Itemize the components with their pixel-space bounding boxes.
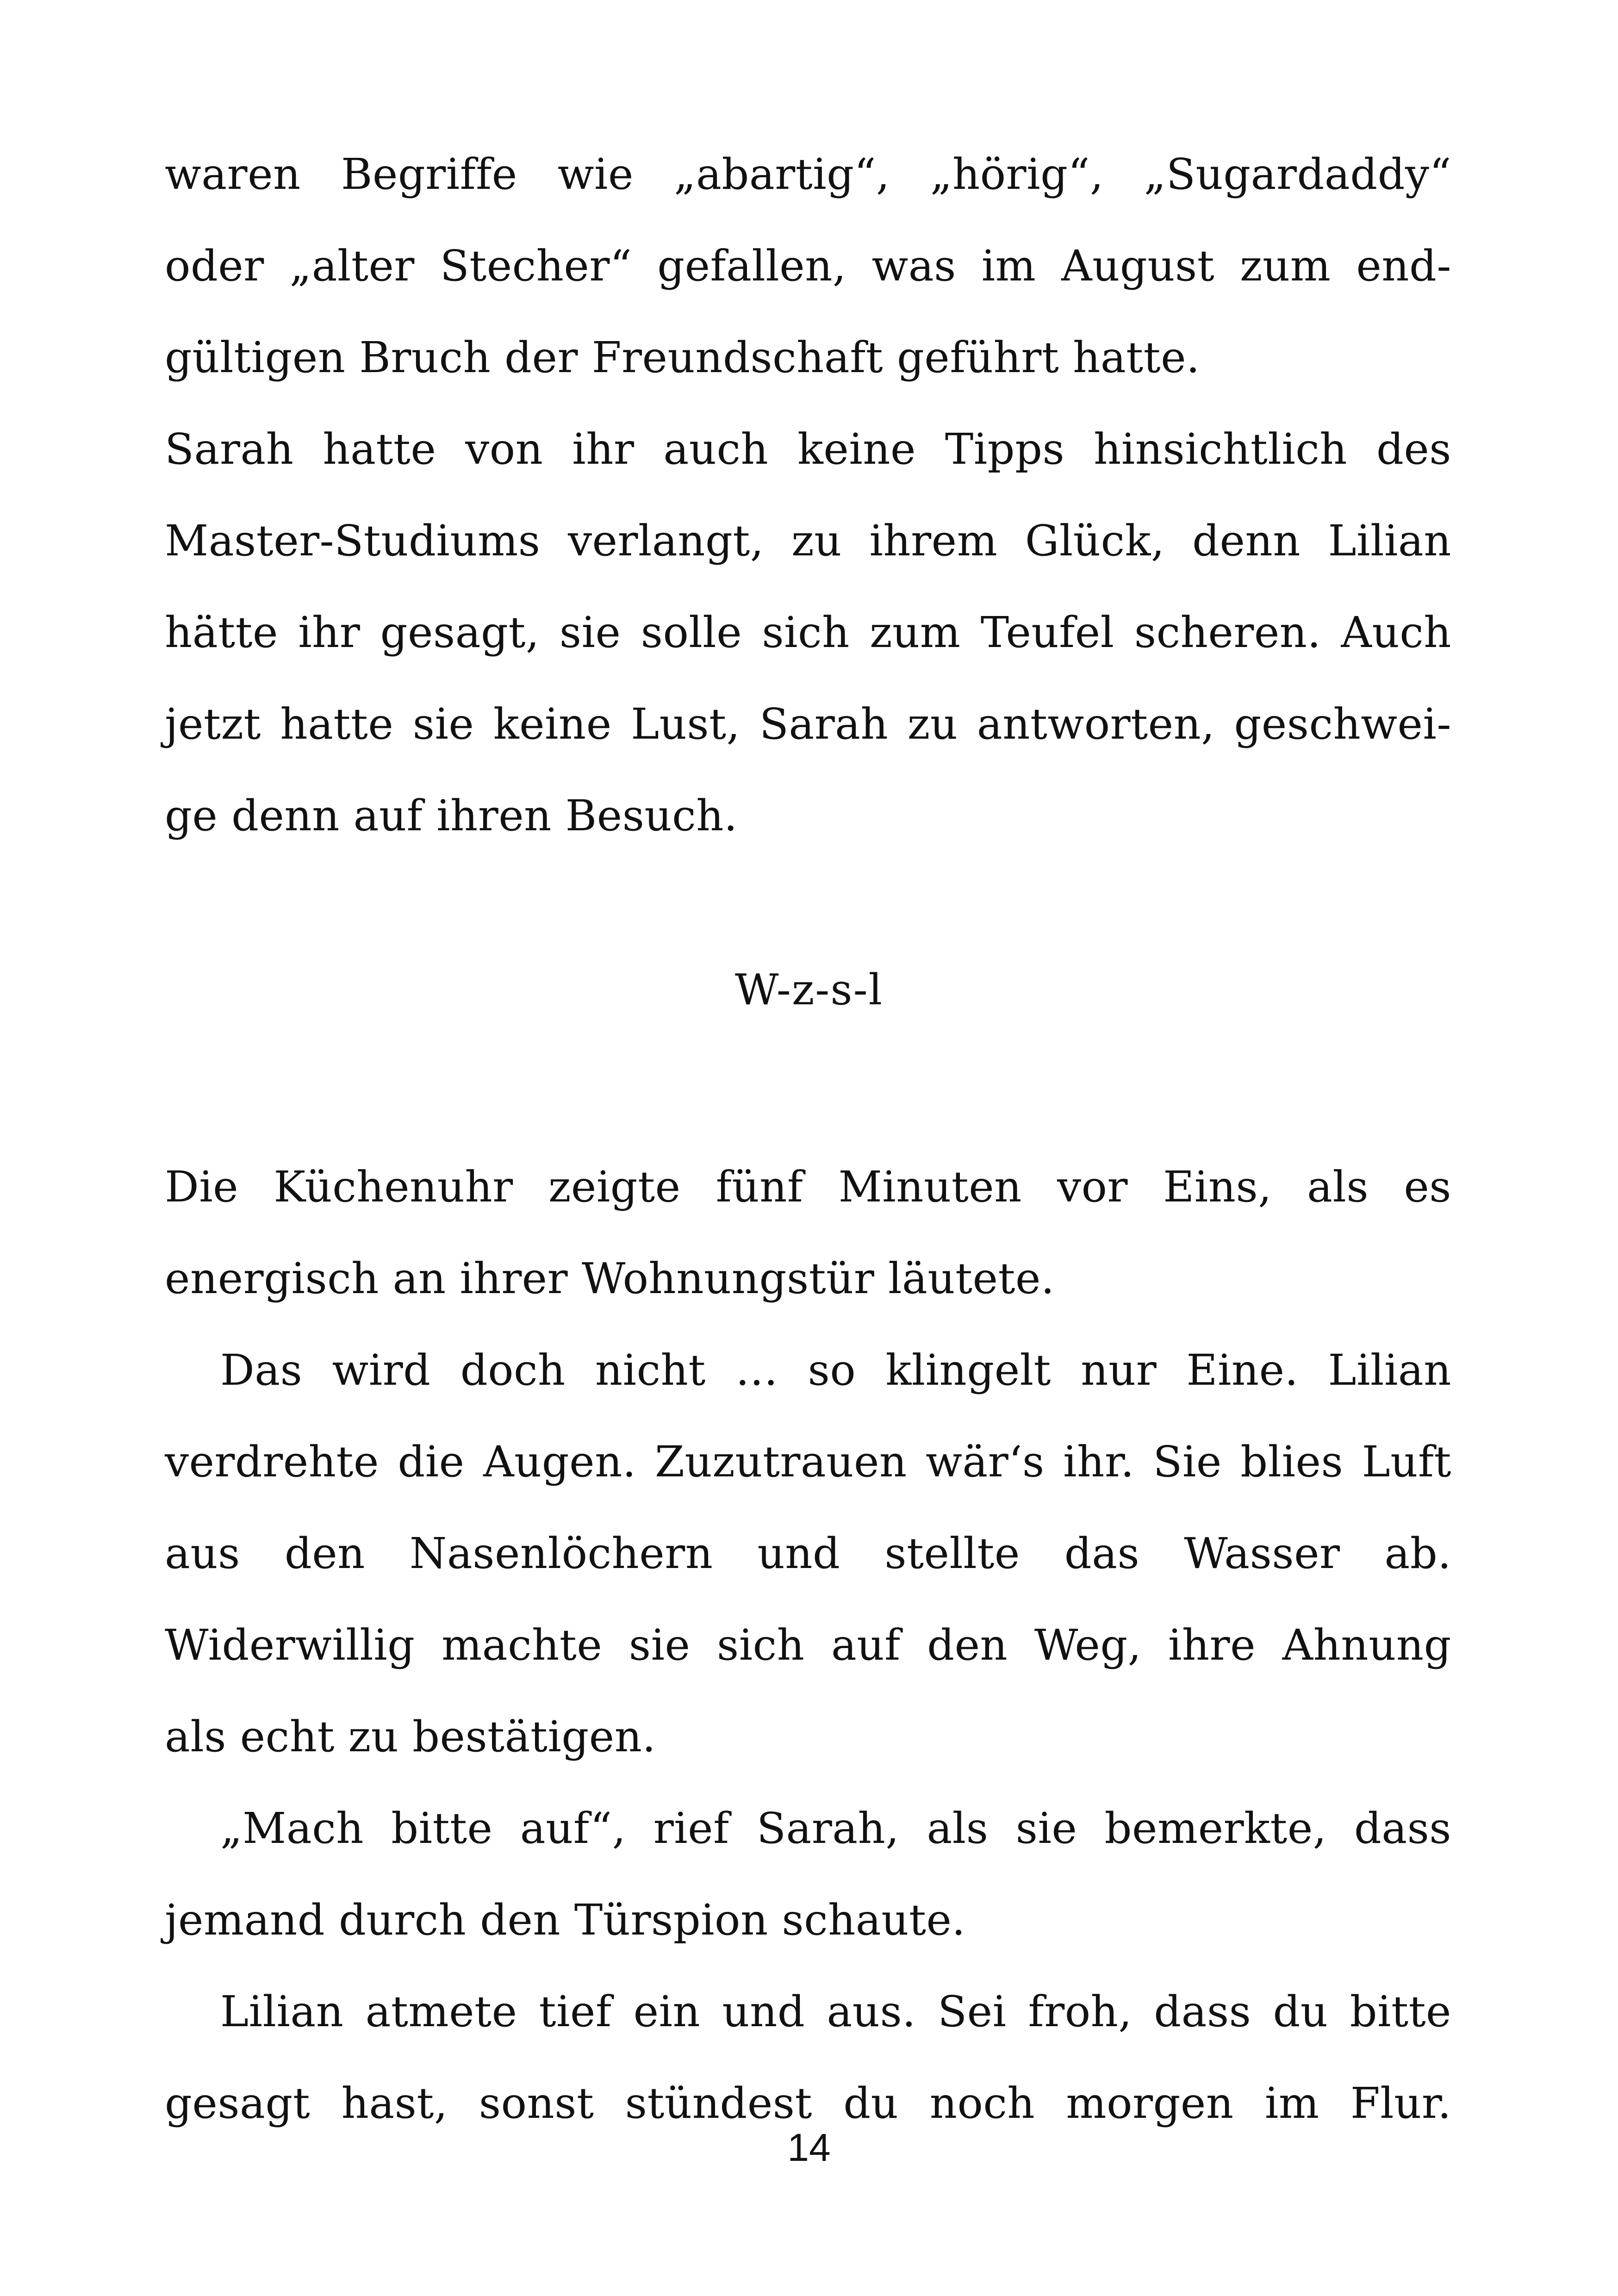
- text-line: energisch an ihrer Wohnungstür läutete.: [165, 1254, 1055, 1303]
- scene-separator: W-z-s-l: [734, 965, 884, 1014]
- text-line: als echt zu bestätigen.: [165, 1712, 656, 1761]
- page-number: 14: [787, 2126, 831, 2169]
- paragraph-4: [165, 1325, 1451, 1783]
- text-line: gültigen Bruch der Freundschaft geführt hatte.: [165, 333, 1200, 382]
- paragraph-1: [165, 129, 1451, 404]
- paragraph-2: [165, 404, 1451, 862]
- paragraph-5: [165, 1783, 1451, 1966]
- text-line: „Mach bitte auf“, rief Sarah, als sie bemerkte, dass: [220, 1804, 1451, 1853]
- text-line: Die Küchenuhr zeigte fünf Minuten vor Eins, als es: [165, 1162, 1451, 1212]
- text-line: waren Begriffe wie „abartig“, „hörig“, „Sugardaddy“: [165, 149, 1451, 199]
- text-line: verdrehte die Augen. Zuzutrauen wär‘s ihr. Sie blies Luft: [165, 1437, 1451, 1487]
- text-line: ge denn auf ihren Besuch.: [165, 791, 738, 840]
- text-line: jetzt hatte sie keine Lust, Sarah zu antworten, geschwei-: [165, 699, 1451, 749]
- text-line: hätte ihr gesagt, sie solle sich zum Teufel scheren. Auch: [165, 608, 1451, 657]
- text-line: aus den Nasenlöchern und stellte das Wasser ab.: [165, 1529, 1451, 1578]
- text-line: Sarah hatte von ihr auch keine Tipps hinsichtlich des: [165, 424, 1451, 474]
- text-line: oder „alter Stecher“ gefallen, was im August zum end-: [165, 241, 1451, 291]
- paragraph-3: [165, 1141, 1451, 1325]
- text-line: Lilian atmete tief ein und aus. Sei froh, dass du bitte: [220, 1987, 1451, 2036]
- text-line: Widerwillig machte sie sich auf den Weg, ihre Ahnung: [165, 1620, 1451, 1670]
- text-line: Das wird doch nicht … so klingelt nur Eine. Lilian: [220, 1345, 1451, 1395]
- text-line: Master-Studiums verlangt, zu ihrem Glück, denn Lilian: [165, 516, 1451, 566]
- text-line: gesagt hast, sonst stündest du noch morgen im Flur.: [165, 2078, 1451, 2128]
- text-line: jemand durch den Türspion schaute.: [165, 1895, 966, 1945]
